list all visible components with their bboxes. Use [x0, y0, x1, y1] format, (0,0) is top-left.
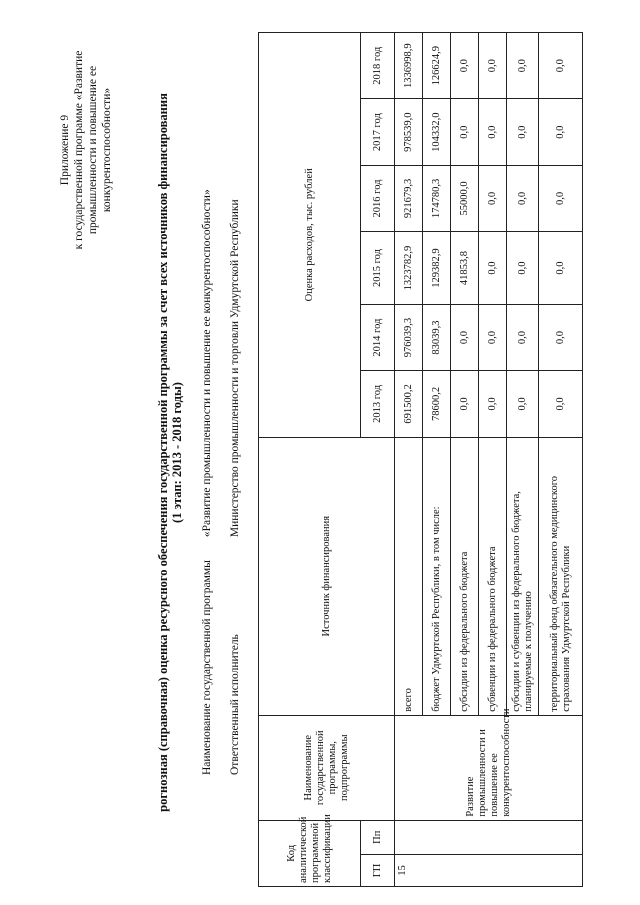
table-row	[395, 33, 423, 887]
header-year: 2015 год	[361, 232, 395, 305]
value-cell: 0,0	[507, 165, 539, 231]
value-cell: 691500,2	[395, 371, 423, 437]
value-cell: 1323782,9	[395, 232, 423, 305]
executor-label: Ответственный исполнитель	[229, 634, 241, 775]
value-cell: 0,0	[539, 371, 583, 437]
header-name: Наименование государственной программы, подпрограммы	[259, 715, 395, 820]
header-year: 2013 год	[361, 371, 395, 437]
value-cell: 0,0	[479, 232, 507, 305]
value-cell: 0,0	[507, 371, 539, 437]
header-year: 2017 год	[361, 99, 395, 165]
value-cell: 83039,3	[423, 304, 451, 370]
value-cell: 41853,8	[451, 232, 479, 305]
header-source: Источник финансирования	[259, 437, 395, 715]
value-cell: 0,0	[507, 99, 539, 165]
appendix-line: Приложение 9	[59, 114, 71, 186]
source-cell: субвенции из федерального бюджета	[479, 437, 507, 715]
header-pp: Пп	[361, 820, 395, 854]
value-cell: 126624,9	[423, 33, 451, 99]
value-cell: 0,0	[539, 99, 583, 165]
value-cell: 0,0	[451, 304, 479, 370]
value-cell: 0,0	[451, 33, 479, 99]
appendix-line: конкурентоспособности»	[101, 87, 113, 213]
value-cell: 0,0	[479, 99, 507, 165]
source-cell: бюджет Удмуртской Республики, в том числе:	[423, 437, 451, 715]
value-cell: 978539,0	[395, 99, 423, 165]
value-cell: 1336998,9	[395, 33, 423, 99]
value-cell: 0,0	[507, 33, 539, 99]
value-cell: 0,0	[479, 371, 507, 437]
value-cell: 0,0	[451, 99, 479, 165]
appendix-line: к государственной программе «Развитие	[73, 50, 85, 250]
funding-table	[258, 32, 583, 887]
value-cell: 129382,9	[423, 232, 451, 305]
appendix-line: промышленности и повышение ее	[87, 65, 99, 235]
program-info	[200, 189, 214, 775]
value-cell: 0,0	[539, 304, 583, 370]
value-cell: 921679,3	[395, 165, 423, 231]
source-cell: всего	[395, 437, 423, 715]
header-year: 2016 год	[361, 165, 395, 231]
value-cell: 0,0	[539, 165, 583, 231]
value-cell: 0,0	[479, 304, 507, 370]
appendix-note	[58, 45, 114, 255]
value-cell: 976039,3	[395, 304, 423, 370]
program-name-cell: Развитие промышленности и повышение ее конкурентоспособности	[395, 715, 583, 820]
value-cell: 0,0	[507, 304, 539, 370]
header-gp: ГП	[361, 854, 395, 886]
document-subtitle: (1 этап: 2013 - 2018 годы)	[170, 382, 184, 523]
value-cell: 0,0	[479, 33, 507, 99]
value-cell: 0,0	[507, 232, 539, 305]
value-cell: 104332,0	[423, 99, 451, 165]
source-cell: субсидии и субвенции из федерального бюджета, планируемые к получению	[507, 437, 539, 715]
value-cell: 0,0	[479, 165, 507, 231]
value-cell: 174780,3	[423, 165, 451, 231]
gp-code: 15	[395, 854, 583, 886]
executor-value: Министерство промышленности и торговли Удмуртской Республики	[229, 199, 241, 538]
value-cell: 0,0	[451, 371, 479, 437]
value-cell: 0,0	[539, 33, 583, 99]
document-title: рогнозная (справочная) оценка ресурсного обеспечения государственной программы за счет всех источников финансирования	[156, 93, 170, 812]
header-year: 2018 год	[361, 33, 395, 99]
header-estimate: Оценка расходов, тыс. рублей	[259, 33, 361, 438]
executor-info	[228, 199, 242, 775]
source-cell: территориальный фонд обязательного медицинского страхования Удмуртской Республики	[539, 437, 583, 715]
pp-code	[395, 820, 583, 854]
value-cell: 78600,2	[423, 371, 451, 437]
header-code: Код аналитической программной классификации	[259, 820, 361, 886]
source-cell: субсидии из федерального бюджета	[451, 437, 479, 715]
value-cell: 0,0	[539, 232, 583, 305]
header-year: 2014 год	[361, 304, 395, 370]
value-cell: 55000,0	[451, 165, 479, 231]
program-label: Наименование государственной программы	[201, 560, 213, 775]
program-value: «Развитие промышленности и повышение ее конкурентоспособности»	[201, 189, 213, 538]
